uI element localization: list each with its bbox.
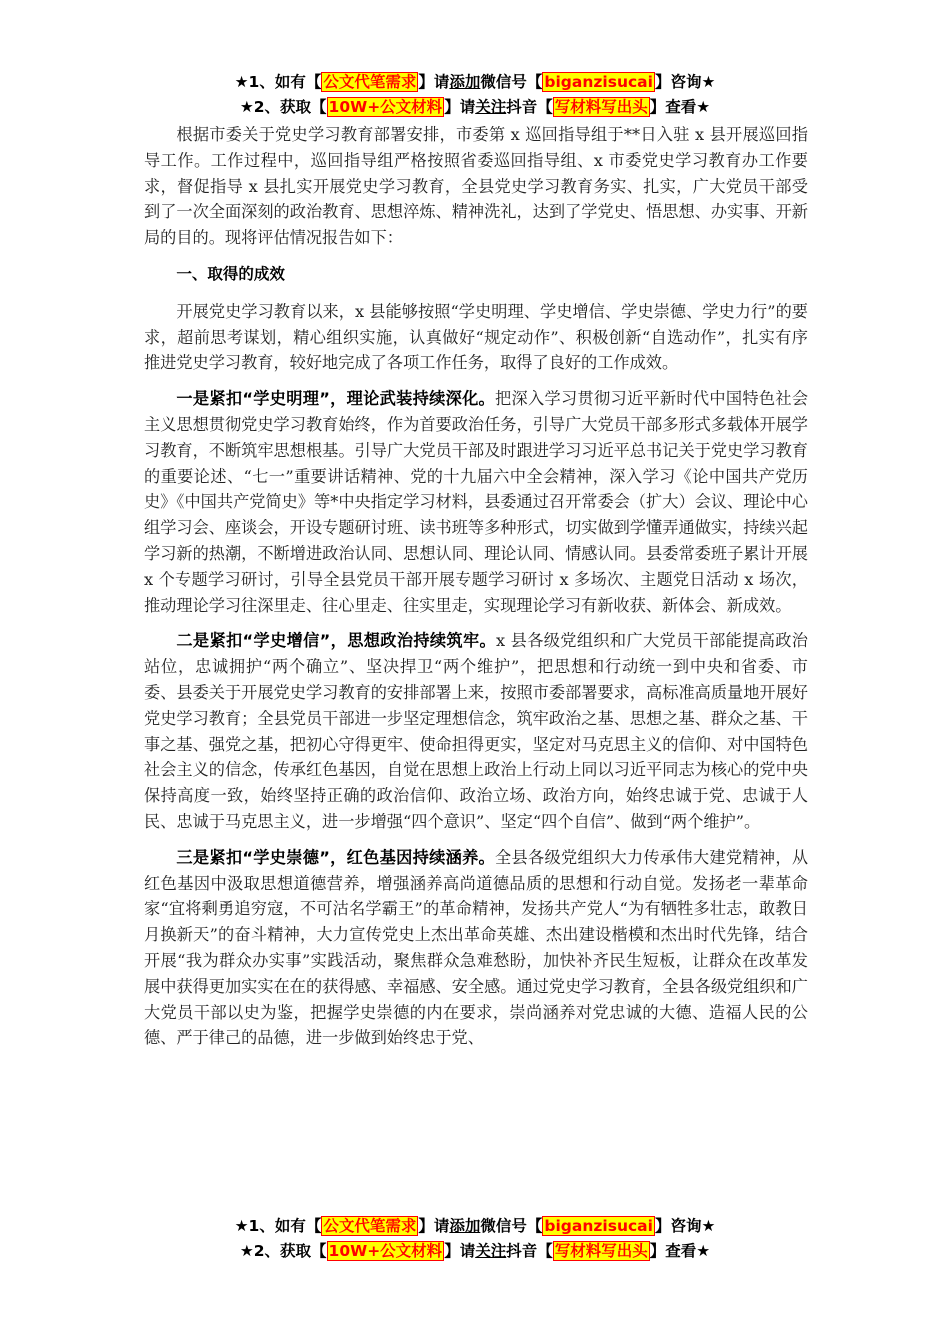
point-1-lead: 一是紧扣“学史明理”，理论武装持续深化。 — [176, 389, 496, 409]
banner-underlined: 关注 — [475, 98, 507, 116]
banner-text: 】查看★ — [649, 1242, 711, 1260]
point-3-paragraph — [144, 845, 808, 1051]
banner-text: 抖音【 — [506, 98, 553, 116]
point-2-text: x 县各级党组织和广大党员干部能提高政治站位，忠诚拥护“两个确立”、坚决捍卫“两个维护”，把思想和行动统一到中央和省委、市委、县委关于开展党史学习教育的安排部署上来，按照市委部署要求，高标准高质量地开展好党史学习教育；全县党员干部进一步坚定理想信念，筑牢政治之基、思想之基、群众之基、干事之基、强党之基，把初心守得更牢、使命担得更实，坚定对马克思主义的信仰、对中国特色社会主义的信念，传承红色基因，自觉在思想上政治上行动上同以习近平同志为核心的党中央保持高度一致，始终坚持正确的政治信仰、政治立场、政治方向，始终忠诚于党、忠诚于人民、忠诚于马克思主义，进一步增强“四个意识”、坚定“四个自信”、做到“两个维护”。 — [144, 631, 808, 831]
banner-line-1 — [0, 1214, 950, 1239]
point-3-lead: 三是紧扣“学史崇德”，红色基因持续涵养。 — [176, 847, 496, 867]
banner-text: ★2、获取【 — [239, 98, 327, 116]
banner-text: 】查看★ — [649, 98, 711, 116]
banner-highlight: 公文代笔需求 — [323, 1217, 417, 1235]
point-1-paragraph — [144, 386, 808, 618]
banner-text: 】请 — [444, 98, 476, 116]
banner-underlined: 添加 — [449, 1217, 481, 1235]
banner-text: 抖音【 — [506, 1242, 553, 1260]
point-2-lead: 二是紧扣“学史增信”，思想政治持续筑牢。 — [176, 631, 497, 651]
banner-text: ★2、获取【 — [239, 1242, 327, 1260]
banner-highlight: 公文代笔需求 — [323, 73, 417, 91]
banner-text: 】请 — [444, 1242, 476, 1260]
banner-text: 】咨询★ — [654, 1217, 716, 1235]
banner-highlight: 10W+公文材料 — [328, 1242, 443, 1260]
header-ad-banner — [0, 70, 950, 120]
section-heading — [144, 261, 808, 288]
banner-text: ★1、如有【 — [234, 1217, 322, 1235]
banner-text: 】请 — [418, 73, 450, 91]
banner-line-2 — [0, 95, 950, 120]
banner-text: 】请 — [418, 1217, 450, 1235]
banner-underlined: 关注 — [475, 1242, 507, 1260]
banner-highlight: biganzisucai — [544, 1217, 653, 1235]
section-intro-paragraph: 开展党史学习教育以来，x 县能够按照“学史明理、学史增信、学史崇德、学史力行”的要求，超前思考谋划，精心组织实施，认真做好“规定动作”、积极创新“自选动作”，扎实有序推进党史学习教育，较好地完成了各项工作任务，取得了良好的工作成效。 — [144, 301, 808, 373]
point-3-text: 全县各级党组织大力传承伟大建党精神，从红色基因中汲取思想道德营养，增强涵养高尚道德品质的思想和行动自觉。发扬老一辈革命家“宜将剩勇追穷寇，不可沽名学霸王”的革命精神，发扬共产党人“为有牺牲多壮志，敢教日月换新天”的奋斗精神，大力宣传党史上杰出革命英雄、杰出建设楷模和杰出时代先锋，结合开展“我为群众办实事”实践活动，聚焦群众急难愁盼，加快补齐民生短板，让群众在改革发展中获得更加实实在在的获得感、幸福感、安全感。通过党史学习教育，全县各级党组织和广大党员干部以史为鉴，把握学史崇德的内在要求，崇尚涵养对党忠诚的大德、造福人民的公德、严于律己的品德，进一步做到始终忠于党、 — [144, 847, 809, 1048]
banner-line-2 — [0, 1239, 950, 1264]
banner-text: 】咨询★ — [654, 73, 716, 91]
banner-highlight: 写材料写出头 — [554, 98, 648, 116]
banner-underlined: 添加 — [449, 73, 481, 91]
document-body — [144, 122, 808, 1061]
banner-text: ★1、如有【 — [234, 73, 322, 91]
banner-line-1 — [0, 70, 950, 95]
banner-highlight: biganzisucai — [544, 73, 653, 91]
banner-highlight: 10W+公文材料 — [328, 98, 443, 116]
footer-ad-banner — [0, 1214, 950, 1264]
banner-text: 微信号【 — [480, 73, 543, 91]
point-1-text: 把深入学习贯彻习近平新时代中国特色社会主义思想贯彻党史学习教育始终，作为首要政治任务，引导广大党员干部多形式多载体开展学习教育，不断筑牢思想根基。引导广大党员干部及时跟进学习习近平总书记关于党史学习教育的重要论述、“七一”重要讲话精神、党的十九届六中全会精神，深入学习《论中国共产党历史》《中国共产党简史》等*中央指定学习材料，县委通过召开常委会（扩大）会议、理论中心组学习会、座谈会，开设专题研讨班、读书班等多种形式，切实做到学懂弄通做实，持续兴起学习新的热潮，不断增进政治认同、思想认同、理论认同、情感认同。县委常委班子累计开展 x 个专题学习研讨，引导全县党员干部开展专题学习研讨 x 多场次、主题党日活动 x 场次，推动理论学习往深里走、往心里走、往实里走，实现理论学习有新收获、新体会、新成效。 — [144, 389, 809, 615]
section-heading-text: 一、取得的成效 — [176, 264, 285, 283]
banner-highlight: 写材料写出头 — [554, 1242, 648, 1260]
intro-paragraph: 根据市委关于党史学习教育部署安排，市委第 x 巡回指导组于**日入驻 x 县开展巡回指导工作。工作过程中，巡回指导组严格按照省委巡回指导组、x 市委党史学习教育办工作要求，督促指导 x 县扎实开展党史学习教育，全县党史学习教育务实、扎实，广大党员干部受到了一次全面深刻的政治教育、思想淬炼、精神洗礼，达到了学党史、悟思想、办实事、开新局的目的。现将评估情况报告如下： — [144, 125, 808, 248]
banner-text: 微信号【 — [480, 1217, 543, 1235]
point-2-paragraph — [144, 628, 808, 834]
